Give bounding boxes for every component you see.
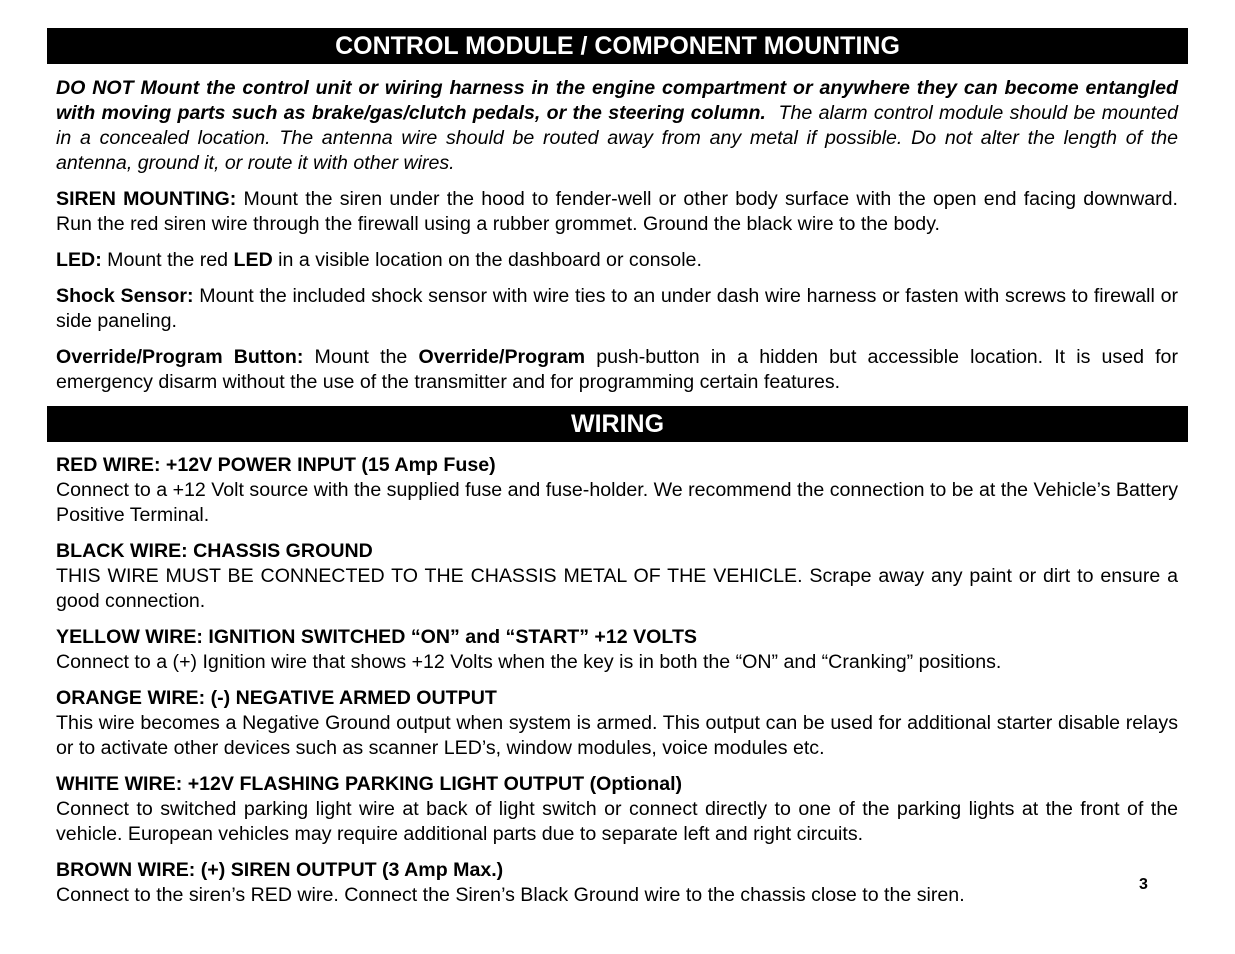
wire-title: WHITE WIRE: +12V FLASHING PARKING LIGHT OUTPUT (Optional) bbox=[56, 773, 683, 795]
section-header-wiring bbox=[47, 406, 1188, 442]
wire-entry bbox=[56, 772, 1178, 847]
section-title: WIRING bbox=[570, 410, 665, 438]
siren-label: SIREN MOUNTING: bbox=[56, 188, 237, 210]
shock-sensor-paragraph bbox=[56, 284, 1178, 334]
wire-text: Connect to a +12 Volt source with the supplied fuse and fuse-holder. We recommend the connection to be at the Vehicle’s Battery Positive Terminal. bbox=[56, 479, 1178, 526]
led-text-1: Mount the red bbox=[107, 249, 229, 271]
led-text-2: in a visible location on the dashboard or console. bbox=[278, 249, 702, 271]
section-title: CONTROL MODULE / COMPONENT MOUNTING bbox=[335, 32, 900, 60]
wire-text: Connect to the siren’s RED wire. Connect the Siren’s Black Ground wire to the chassis close to the siren. bbox=[56, 884, 965, 906]
override-label: Override/Program Button: bbox=[56, 346, 304, 368]
shock-label: Shock Sensor: bbox=[56, 285, 194, 307]
page-number: 3 bbox=[1139, 876, 1148, 893]
shock-text: Mount the included shock sensor with wire ties to an under dash wire harness or fasten with screws to firewall or side paneling. bbox=[56, 285, 1178, 332]
siren-text: Mount the siren under the hood to fender-well or other body surface with the open end facing downward. Run the red siren wire through the firewall using a rubber grommet. Ground the black wire to the body. bbox=[56, 188, 1178, 235]
section-header-mounting bbox=[47, 28, 1188, 64]
wire-text: This wire becomes a Negative Ground output when system is armed. This output can be used for additional starter disable relays or to activate other devices such as scanner LED’s, window modules, voice modules etc. bbox=[56, 712, 1178, 759]
wire-entry bbox=[56, 858, 1178, 908]
wire-text: Connect to switched parking light wire at back of light switch or connect directly to one of the parking lights at the front of the vehicle. European vehicles may require additional parts due to separate left and right circuits. bbox=[56, 798, 1178, 845]
override-text-2: push-button in a hidden but accessible location. It is used for emergency disarm without the use of the transmitter and for programming certain features. bbox=[56, 346, 1178, 393]
override-text-1: Mount the bbox=[314, 346, 408, 368]
override-bold-word: Override/Program bbox=[418, 346, 586, 368]
wire-title: YELLOW WIRE: IGNITION SWITCHED “ON” and “START” +12 VOLTS bbox=[56, 626, 697, 648]
wire-title: RED WIRE: +12V POWER INPUT (15 Amp Fuse) bbox=[56, 454, 496, 476]
wire-text: THIS WIRE MUST BE CONNECTED TO THE CHASSIS METAL OF THE VEHICLE. Scrape away any paint or dirt to ensure a good connection. bbox=[56, 565, 1178, 612]
wire-text: Connect to a (+) Ignition wire that shows +12 Volts when the key is in both the “ON” and “Cranking” positions. bbox=[56, 651, 1002, 673]
override-paragraph bbox=[56, 345, 1178, 395]
wire-entry bbox=[56, 453, 1178, 528]
warning-paragraph bbox=[56, 76, 1178, 176]
siren-mounting-paragraph bbox=[56, 187, 1178, 237]
led-bold-word: LED bbox=[233, 249, 273, 271]
led-paragraph bbox=[56, 248, 1178, 273]
wire-title: ORANGE WIRE: (-) NEGATIVE ARMED OUTPUT bbox=[56, 687, 497, 709]
warning-text: The alarm control module should be mounted in a concealed location. The antenna wire should be routed away from any metal if possible. Do not alter the length of the antenna, ground it, or route it with other wires. bbox=[56, 102, 1178, 174]
wire-entry bbox=[56, 625, 1178, 675]
warning-bold-text: DO NOT Mount the control unit or wiring harness in the engine compartment or anywhere they can become entangled with moving parts such as brake/gas/clutch pedals, or the steering column. bbox=[56, 77, 1178, 124]
wire-entry bbox=[56, 539, 1178, 614]
wire-title: BLACK WIRE: CHASSIS GROUND bbox=[56, 540, 373, 562]
wire-title: BROWN WIRE: (+) SIREN OUTPUT (3 Amp Max.) bbox=[56, 859, 504, 881]
wire-entry bbox=[56, 686, 1178, 761]
led-label: LED: bbox=[56, 249, 102, 271]
